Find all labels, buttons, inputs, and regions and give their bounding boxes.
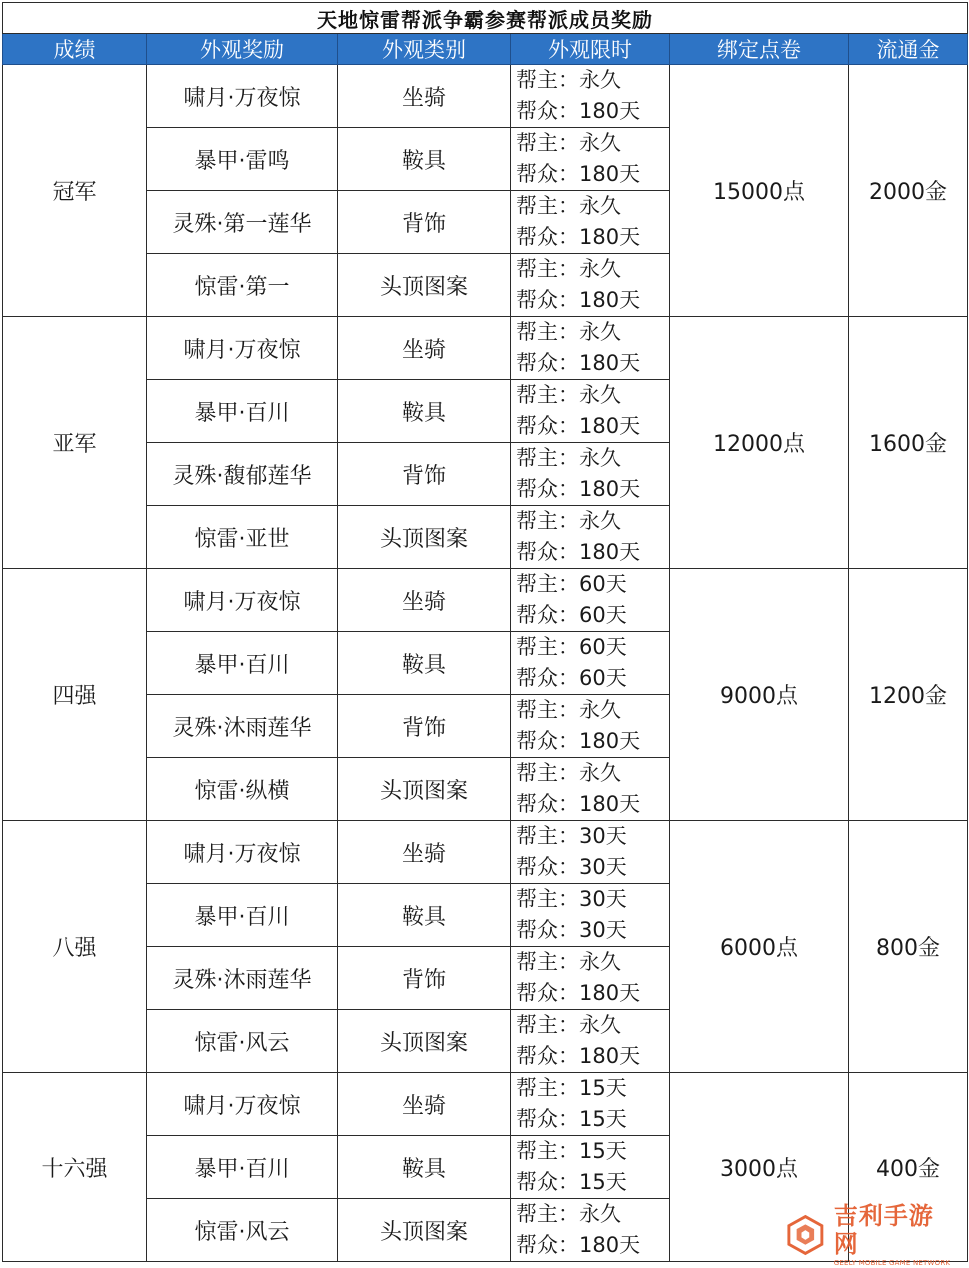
table-title: 天地惊雷帮派争霸参赛帮派成员奖励	[3, 3, 968, 34]
appearance-name-cell: 啸月·万夜惊	[147, 317, 338, 380]
leader-limit	[516, 65, 669, 96]
appearance-name-cell: 啸月·万夜惊	[147, 821, 338, 884]
member-limit-role: 帮众：	[516, 981, 579, 1005]
leader-limit-role: 帮主：	[516, 635, 579, 659]
member-limit-role: 帮众：	[516, 99, 579, 123]
gold-cell: 1200金	[849, 569, 968, 821]
leader-limit-duration: 15天	[579, 1139, 627, 1163]
table-body	[3, 65, 968, 1262]
appearance-name-cell: 惊雷·亚世	[147, 506, 338, 569]
leader-limit-duration: 永久	[579, 194, 621, 218]
rank-cell: 四强	[3, 569, 147, 821]
appearance-category-cell: 鞍具	[338, 128, 511, 191]
leader-limit-role: 帮主：	[516, 1202, 579, 1226]
leader-limit-role: 帮主：	[516, 509, 579, 533]
member-limit	[516, 978, 669, 1009]
leader-limit	[516, 1073, 669, 1104]
table-row	[3, 65, 968, 128]
bound-points-cell: 15000点	[670, 65, 849, 317]
appearance-category-cell: 头顶图案	[338, 254, 511, 317]
member-limit-role: 帮众：	[516, 351, 579, 375]
leader-limit	[516, 1136, 669, 1167]
leader-limit-duration: 永久	[579, 383, 621, 407]
appearance-category-cell: 头顶图案	[338, 506, 511, 569]
member-limit-role: 帮众：	[516, 540, 579, 564]
watermark-cn: 吉利手游网	[833, 1202, 934, 1258]
appearance-name-cell: 暴甲·百川	[147, 1136, 338, 1199]
member-limit-duration: 180天	[579, 1233, 641, 1257]
reward-table	[2, 2, 968, 1262]
appearance-category-cell: 头顶图案	[338, 1010, 511, 1073]
member-limit-duration: 180天	[579, 351, 641, 375]
leader-limit-duration: 永久	[579, 446, 621, 470]
member-limit-role: 帮众：	[516, 1107, 579, 1131]
member-limit	[516, 726, 669, 757]
header-appearance: 外观奖励	[147, 34, 338, 65]
appearance-name-cell: 啸月·万夜惊	[147, 1073, 338, 1136]
leader-limit	[516, 695, 669, 726]
gold-cell: 400金	[849, 1073, 968, 1262]
member-limit-duration: 180天	[579, 225, 641, 249]
rank-cell: 八强	[3, 821, 147, 1073]
leader-limit	[516, 947, 669, 978]
member-limit-duration: 30天	[579, 855, 627, 879]
table-row	[3, 821, 968, 884]
appearance-name-cell: 惊雷·第一	[147, 254, 338, 317]
leader-limit-role: 帮主：	[516, 1139, 579, 1163]
rank-cell: 冠军	[3, 65, 147, 317]
leader-limit-duration: 永久	[579, 1013, 621, 1037]
member-limit-duration: 180天	[579, 162, 641, 186]
watermark-en: GEELY MOBILE GAME NETWORK	[833, 1259, 951, 1267]
rank-cell: 亚军	[3, 317, 147, 569]
time-limit-cell	[511, 506, 670, 569]
leader-limit-role: 帮主：	[516, 698, 579, 722]
leader-limit-duration: 30天	[579, 887, 627, 911]
header-time-limit: 外观限时	[511, 34, 670, 65]
appearance-category-cell: 坐骑	[338, 821, 511, 884]
time-limit-cell	[511, 128, 670, 191]
member-limit	[516, 600, 669, 631]
member-limit-duration: 180天	[579, 99, 641, 123]
rank-cell: 十六强	[3, 1073, 147, 1262]
member-limit	[516, 663, 669, 694]
leader-limit-role: 帮主：	[516, 446, 579, 470]
header-gold: 流通金	[849, 34, 968, 65]
leader-limit-duration: 15天	[579, 1076, 627, 1100]
leader-limit-role: 帮主：	[516, 1013, 579, 1037]
time-limit-cell	[511, 380, 670, 443]
member-limit	[516, 348, 669, 379]
time-limit-cell	[511, 317, 670, 380]
leader-limit	[516, 569, 669, 600]
member-limit-role: 帮众：	[516, 666, 579, 690]
member-limit	[516, 1104, 669, 1135]
appearance-category-cell: 坐骑	[338, 65, 511, 128]
reward-sheet	[2, 2, 967, 1262]
leader-limit-role: 帮主：	[516, 887, 579, 911]
member-limit-duration: 180天	[579, 540, 641, 564]
member-limit	[516, 537, 669, 568]
member-limit	[516, 852, 669, 883]
member-limit-role: 帮众：	[516, 729, 579, 753]
leader-limit-duration: 永久	[579, 761, 621, 785]
member-limit	[516, 1230, 669, 1261]
member-limit	[516, 1167, 669, 1198]
member-limit-role: 帮众：	[516, 855, 579, 879]
time-limit-cell	[511, 1199, 670, 1262]
leader-limit	[516, 191, 669, 222]
appearance-category-cell: 鞍具	[338, 380, 511, 443]
member-limit-duration: 180天	[579, 288, 641, 312]
appearance-name-cell: 灵殊·沐雨莲华	[147, 947, 338, 1010]
header-category: 外观类别	[338, 34, 511, 65]
leader-limit	[516, 443, 669, 474]
leader-limit-duration: 永久	[579, 1202, 621, 1226]
member-limit-duration: 30天	[579, 918, 627, 942]
appearance-category-cell: 背饰	[338, 191, 511, 254]
member-limit	[516, 474, 669, 505]
member-limit-duration: 180天	[579, 414, 641, 438]
member-limit-role: 帮众：	[516, 288, 579, 312]
leader-limit-role: 帮主：	[516, 131, 579, 155]
member-limit	[516, 96, 669, 127]
leader-limit	[516, 254, 669, 285]
appearance-category-cell: 坐骑	[338, 317, 511, 380]
time-limit-cell	[511, 569, 670, 632]
leader-limit-role: 帮主：	[516, 950, 579, 974]
appearance-name-cell: 惊雷·纵横	[147, 758, 338, 821]
member-limit-duration: 180天	[579, 792, 641, 816]
member-limit	[516, 1041, 669, 1072]
member-limit	[516, 915, 669, 946]
time-limit-cell	[511, 1010, 670, 1073]
leader-limit-duration: 永久	[579, 257, 621, 281]
member-limit-duration: 60天	[579, 603, 627, 627]
appearance-name-cell: 灵殊·第一莲华	[147, 191, 338, 254]
appearance-category-cell: 坐骑	[338, 569, 511, 632]
appearance-category-cell: 坐骑	[338, 1073, 511, 1136]
appearance-category-cell: 背饰	[338, 695, 511, 758]
leader-limit-role: 帮主：	[516, 68, 579, 92]
member-limit-role: 帮众：	[516, 477, 579, 501]
appearance-name-cell: 灵殊·馥郁莲华	[147, 443, 338, 506]
appearance-name-cell: 暴甲·百川	[147, 632, 338, 695]
leader-limit	[516, 380, 669, 411]
time-limit-cell	[511, 1073, 670, 1136]
member-limit-duration: 180天	[579, 981, 641, 1005]
appearance-category-cell: 头顶图案	[338, 1199, 511, 1262]
member-limit-duration: 60天	[579, 666, 627, 690]
appearance-category-cell: 背饰	[338, 947, 511, 1010]
leader-limit-duration: 永久	[579, 320, 621, 344]
member-limit-duration: 180天	[579, 477, 641, 501]
member-limit-duration: 15天	[579, 1107, 627, 1131]
appearance-category-cell: 鞍具	[338, 884, 511, 947]
leader-limit	[516, 758, 669, 789]
table-row	[3, 569, 968, 632]
leader-limit	[516, 821, 669, 852]
hexagon-logo-icon	[785, 1214, 826, 1256]
appearance-name-cell: 啸月·万夜惊	[147, 569, 338, 632]
time-limit-cell	[511, 65, 670, 128]
leader-limit-role: 帮主：	[516, 320, 579, 344]
leader-limit-duration: 30天	[579, 824, 627, 848]
leader-limit	[516, 1199, 669, 1230]
appearance-name-cell: 暴甲·百川	[147, 380, 338, 443]
leader-limit-role: 帮主：	[516, 257, 579, 281]
leader-limit-role: 帮主：	[516, 824, 579, 848]
watermark-text	[834, 1202, 955, 1268]
leader-limit-duration: 永久	[579, 509, 621, 533]
member-limit-role: 帮众：	[516, 603, 579, 627]
leader-limit	[516, 632, 669, 663]
appearance-name-cell: 啸月·万夜惊	[147, 65, 338, 128]
leader-limit	[516, 317, 669, 348]
header-rank: 成绩	[3, 34, 147, 65]
member-limit-duration: 180天	[579, 729, 641, 753]
member-limit-role: 帮众：	[516, 225, 579, 249]
time-limit-cell	[511, 1136, 670, 1199]
member-limit-duration: 180天	[579, 1044, 641, 1068]
member-limit	[516, 222, 669, 253]
time-limit-cell	[511, 191, 670, 254]
leader-limit-role: 帮主：	[516, 383, 579, 407]
appearance-name-cell: 惊雷·风云	[147, 1010, 338, 1073]
leader-limit-duration: 永久	[579, 131, 621, 155]
member-limit	[516, 411, 669, 442]
table-row	[3, 1073, 968, 1136]
appearance-name-cell: 暴甲·百川	[147, 884, 338, 947]
time-limit-cell	[511, 884, 670, 947]
appearance-category-cell: 鞍具	[338, 1136, 511, 1199]
time-limit-cell	[511, 254, 670, 317]
time-limit-cell	[511, 695, 670, 758]
time-limit-cell	[511, 758, 670, 821]
leader-limit-role: 帮主：	[516, 572, 579, 596]
leader-limit-duration: 永久	[579, 950, 621, 974]
bound-points-cell: 9000点	[670, 569, 849, 821]
member-limit	[516, 285, 669, 316]
appearance-category-cell: 背饰	[338, 443, 511, 506]
time-limit-cell	[511, 632, 670, 695]
leader-limit-role: 帮主：	[516, 194, 579, 218]
bound-points-cell: 12000点	[670, 317, 849, 569]
member-limit-duration: 15天	[579, 1170, 627, 1194]
leader-limit-duration: 永久	[579, 698, 621, 722]
leader-limit	[516, 128, 669, 159]
leader-limit	[516, 1010, 669, 1041]
member-limit-role: 帮众：	[516, 918, 579, 942]
member-limit	[516, 159, 669, 190]
member-limit-role: 帮众：	[516, 1044, 579, 1068]
bound-points-cell: 6000点	[670, 821, 849, 1073]
time-limit-cell	[511, 821, 670, 884]
leader-limit-duration: 60天	[579, 635, 627, 659]
time-limit-cell	[511, 443, 670, 506]
appearance-name-cell: 惊雷·风云	[147, 1199, 338, 1262]
gold-cell: 1600金	[849, 317, 968, 569]
table-row	[3, 317, 968, 380]
member-limit-role: 帮众：	[516, 414, 579, 438]
appearance-name-cell: 暴甲·雷鸣	[147, 128, 338, 191]
header-bound-points: 绑定点卷	[670, 34, 849, 65]
member-limit-role: 帮众：	[516, 162, 579, 186]
leader-limit	[516, 506, 669, 537]
member-limit-role: 帮众：	[516, 1170, 579, 1194]
appearance-category-cell: 鞍具	[338, 632, 511, 695]
leader-limit-duration: 永久	[579, 68, 621, 92]
leader-limit	[516, 884, 669, 915]
leader-limit-role: 帮主：	[516, 761, 579, 785]
member-limit	[516, 789, 669, 820]
gold-cell: 800金	[849, 821, 968, 1073]
member-limit-role: 帮众：	[516, 792, 579, 816]
member-limit-role: 帮众：	[516, 1233, 579, 1257]
gold-cell: 2000金	[849, 65, 968, 317]
header-row	[3, 34, 968, 65]
time-limit-cell	[511, 947, 670, 1010]
leader-limit-duration: 60天	[579, 572, 627, 596]
appearance-category-cell: 头顶图案	[338, 758, 511, 821]
leader-limit-role: 帮主：	[516, 1076, 579, 1100]
bound-points-cell: 3000点	[670, 1073, 849, 1262]
site-watermark	[785, 1202, 955, 1267]
appearance-name-cell: 灵殊·沐雨莲华	[147, 695, 338, 758]
